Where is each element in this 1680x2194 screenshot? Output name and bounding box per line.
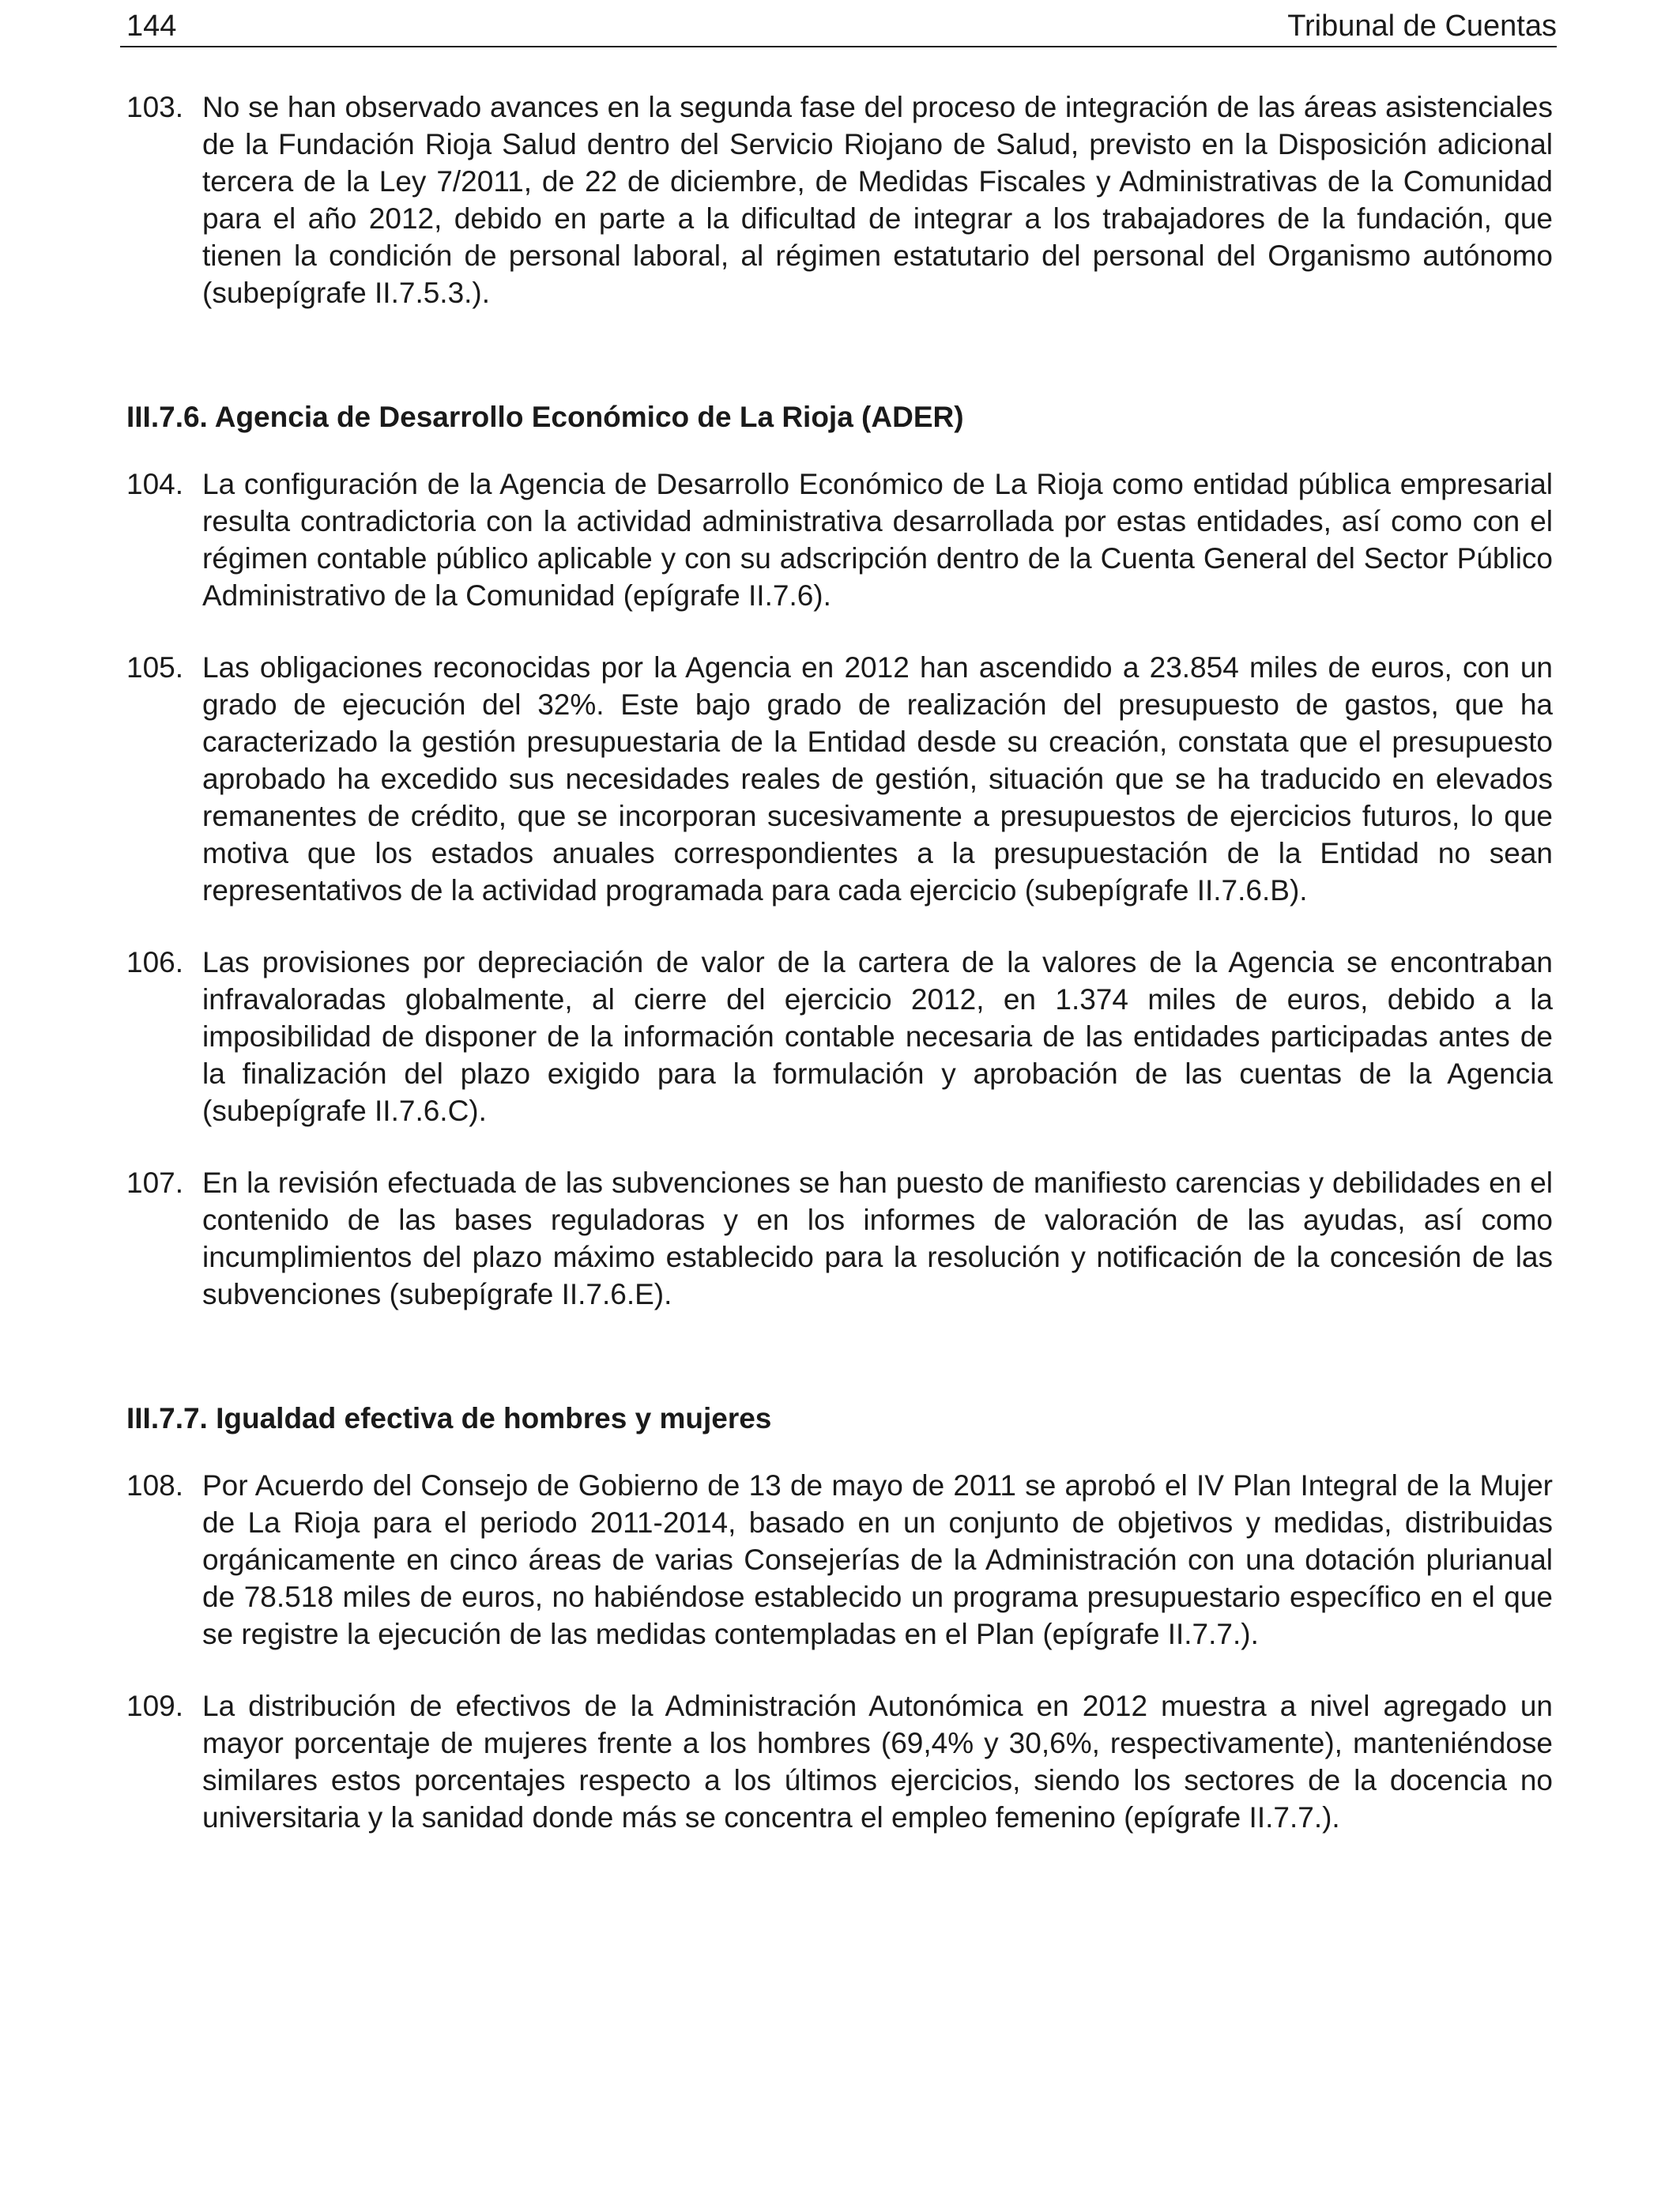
paragraph-107 [126, 1164, 1553, 1313]
paragraph-text: No se han observado avances en la segunda fase del proceso de integración de las áreas asistenciales de la Fundación Rioja Salud dentro del Servicio Riojano de Salud, previsto en la Disposición adicional tercera de la Ley 7/2011, de 22 de diciembre, de Medidas Fiscales y Administrativas de la Comunidad para el año 2012, debido en parte a la dificultad de integrar a los trabajadores de la fundación, que tienen la condición de personal laboral, al régimen estatutario del personal del Organismo autónomo (subepígrafe II.7.5.3.). [202, 91, 1553, 309]
paragraph-text: Por Acuerdo del Consejo de Gobierno de 13 de mayo de 2011 se aprobó el IV Plan Integral de la Mujer de La Rioja para el periodo 2011-2014, basado en un conjunto de objetivos y medidas, distribuidas orgánicamente en cinco áreas de varias Consejerías de la Administración con una dotación plurianual de 78.518 miles de euros, no habiéndose establecido un programa presupuestario específico en el que se registre la ejecución de las medidas contempladas en el Plan (epígrafe II.7.7.). [202, 1469, 1553, 1650]
paragraph-108 [126, 1467, 1553, 1653]
paragraph-number: 109. [126, 1690, 184, 1722]
section-title-iii-7-6: III.7.6. Agencia de Desarrollo Económico de La Rioja (ADER) [126, 401, 964, 433]
page-header [126, 6, 1557, 46]
paragraph-number: 106. [126, 946, 184, 978]
paragraph-number: 103. [126, 91, 184, 123]
paragraph-103 [126, 89, 1553, 311]
section-title-iii-7-7: III.7.7. Igualdad efectiva de hombres y mujeres [126, 1402, 772, 1434]
header-title: Tribunal de Cuentas [1287, 9, 1557, 43]
paragraph-text: Las provisiones por depreciación de valor de la cartera de la valores de la Agencia se encontraban infravaloradas globalmente, al cierre del ejercicio 2012, en 1.374 miles de euros, debido a la imposibilidad de disponer de la información contable necesaria de las entidades participadas antes de la finalización del plazo exigido para la formulación y aprobación de las cuentas de la Agencia (subepígrafe II.7.6.C). [202, 946, 1553, 1127]
paragraph-text: La distribución de efectivos de la Administración Autonómica en 2012 muestra a nivel agregado un mayor porcentaje de mujeres frente a los hombres (69,4% y 30,6%, respectivamente), manteniéndose similares estos porcentajes respecto a los últimos ejercicios, siendo los sectores de la docencia no universitaria y la sanidad donde más se concentra el empleo femenino (epígrafe II.7.7.). [202, 1690, 1553, 1834]
header-rule [120, 46, 1557, 47]
page-content [126, 89, 1553, 1836]
paragraph-text: Las obligaciones reconocidas por la Agencia en 2012 han ascendido a 23.854 miles de euros, con un grado de ejecución del 32%. Este bajo grado de realización del presupuesto de gastos, que ha caracterizado la gestión presupuestaria de la Entidad desde su creación, constata que el presupuesto aprobado ha excedido sus necesidades reales de gestión, situación que se ha traducido en elevados remanentes de crédito, que se incorporan sucesivamente a presupuestos de ejercicios futuros, lo que motiva que los estados anuales correspondientes a la presupuestación de la Entidad no sean representativos de la actividad programada para cada ejercicio (subepígrafe II.7.6.B). [202, 651, 1553, 907]
paragraph-number: 108. [126, 1469, 184, 1502]
paragraph-text: La configuración de la Agencia de Desarrollo Económico de La Rioja como entidad pública empresarial resulta contradictoria con la actividad administrativa desarrollada por estas entidades, así como con el régimen contable público aplicable y con su adscripción dentro de la Cuenta General del Sector Público Administrativo de la Comunidad (epígrafe II.7.6). [202, 468, 1553, 612]
paragraph-text: En la revisión efectuada de las subvenciones se han puesto de manifiesto carencias y debilidades en el contenido de las bases reguladoras y en los informes de valoración de las ayudas, así como incumplimientos del plazo máximo establecido para la resolución y notificación de la concesión de las subvenciones (subepígrafe II.7.6.E). [202, 1167, 1553, 1310]
page-number: 144 [126, 9, 177, 43]
paragraph-106 [126, 944, 1553, 1129]
paragraph-number: 107. [126, 1167, 184, 1199]
paragraph-number: 105. [126, 651, 184, 684]
paragraph-number: 104. [126, 468, 184, 500]
paragraph-105 [126, 649, 1553, 909]
paragraph-109 [126, 1687, 1553, 1836]
paragraph-104 [126, 466, 1553, 614]
